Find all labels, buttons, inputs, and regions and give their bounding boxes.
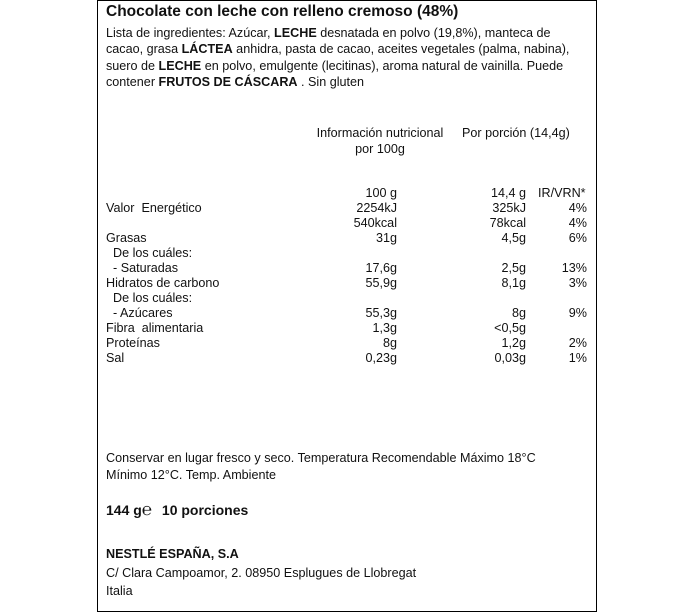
header-per-portion: Por porción (14,4g) (462, 126, 570, 140)
value-per-100g: 0,23g (365, 351, 397, 365)
header-per-100g (300, 125, 460, 157)
nutrient-name: De los cuáles: (106, 246, 193, 260)
value-per-portion: 8,1g (501, 276, 526, 290)
value-per-100g: 17,6g (365, 261, 397, 275)
value-per-portion: 4,5g (501, 231, 526, 245)
value-per-100g: 1,3g (372, 321, 397, 335)
ir-vrn-percent: 3% (568, 276, 587, 290)
ingredients-list (106, 25, 576, 91)
net-weight: 144 g (106, 502, 142, 518)
value-per-portion: 2,5g (501, 261, 526, 275)
ir-vrn-percent: 13% (561, 261, 587, 275)
nutrient-name: - Saturadas (106, 261, 179, 275)
value-per-100g: 55,9g (365, 276, 397, 290)
header-per-100g-line2: por 100g (355, 142, 405, 156)
ir-vrn-percent: 2% (568, 336, 587, 350)
company-name: NESTLÉ ESPAÑA, S.A (106, 547, 239, 561)
company-address: C/ Clara Campoamor, 2. 08950 Esplugues de Llobregat (106, 566, 417, 580)
net-weight-line (106, 500, 248, 520)
nutrient-name: Proteínas (106, 336, 160, 350)
allergen-highlight: LECHE (158, 58, 202, 73)
ingredient-text: desnatada en polvo (19,8%), manteca de cacao, grasa (106, 26, 551, 57)
ir-vrn-percent: 1% (568, 351, 587, 365)
value-per-portion: 325kJ (492, 201, 526, 215)
allergen-highlight: LECHE (274, 26, 317, 40)
ingredient-text: . Sin gluten (297, 75, 365, 90)
ingredient-text: anhidra, pasta de cacao, aceites vegetales (palma, nabina), suero de (106, 42, 570, 73)
nutrient-name: Valor Energético (106, 201, 202, 215)
nutrient-name: Hidratos de carbono (106, 276, 220, 290)
product-title: Chocolate con leche con relleno cremoso (48%) (106, 3, 459, 20)
value-per-100g: 2254kJ (356, 201, 397, 215)
nutrient-name: Grasas (106, 231, 147, 245)
estimated-sign-icon: ℮ (141, 500, 153, 519)
value-per-portion: <0,5g (494, 321, 526, 335)
nutrient-name: De los cuáles: (106, 291, 193, 305)
value-per-100g: 8g (382, 336, 397, 350)
value-per-100g: 540kcal (353, 216, 397, 230)
value-per-100g: 31g (375, 231, 397, 245)
ingredient-text: en polvo, emulgente (lecitinas), aroma natural de vainilla. Puede contener (106, 58, 564, 90)
value-per-portion: 78kcal (489, 216, 526, 230)
ir-vrn-percent: 6% (568, 231, 587, 245)
nutrient-name: Fibra alimentaria (106, 321, 204, 335)
value-per-portion: 1,2g (501, 336, 526, 350)
column-ir-vrn: IR/VRN* (538, 186, 586, 200)
header-per-100g-line1: Información nutricional (316, 126, 444, 140)
value-per-portion: 8g (511, 306, 526, 320)
ingredient-text: Lista de ingredientes: Azúcar, (106, 26, 275, 40)
portions-count: 10 porciones (161, 502, 249, 518)
storage-line-1: Conservar en lugar fresco y seco. Temperatura Recomendable Máximo 18°C (106, 451, 536, 465)
ir-vrn-percent: 4% (568, 216, 587, 230)
country: Italia (106, 584, 133, 598)
allergen-highlight: LÁCTEA (181, 42, 233, 57)
value-per-portion: 0,03g (494, 351, 526, 365)
column-100g: 100 g (365, 186, 397, 200)
nutrient-name: Sal (106, 351, 125, 365)
allergen-highlight: FRUTOS DE CÁSCARA (158, 75, 298, 90)
nutrient-name: - Azúcares (106, 306, 173, 320)
ir-vrn-percent: 4% (568, 201, 587, 215)
ir-vrn-percent: 9% (568, 306, 587, 320)
storage-line-2: Mínimo 12°C. Temp. Ambiente (106, 468, 276, 482)
column-portion: 14,4 g (490, 186, 526, 200)
value-per-100g: 55,3g (365, 306, 397, 320)
